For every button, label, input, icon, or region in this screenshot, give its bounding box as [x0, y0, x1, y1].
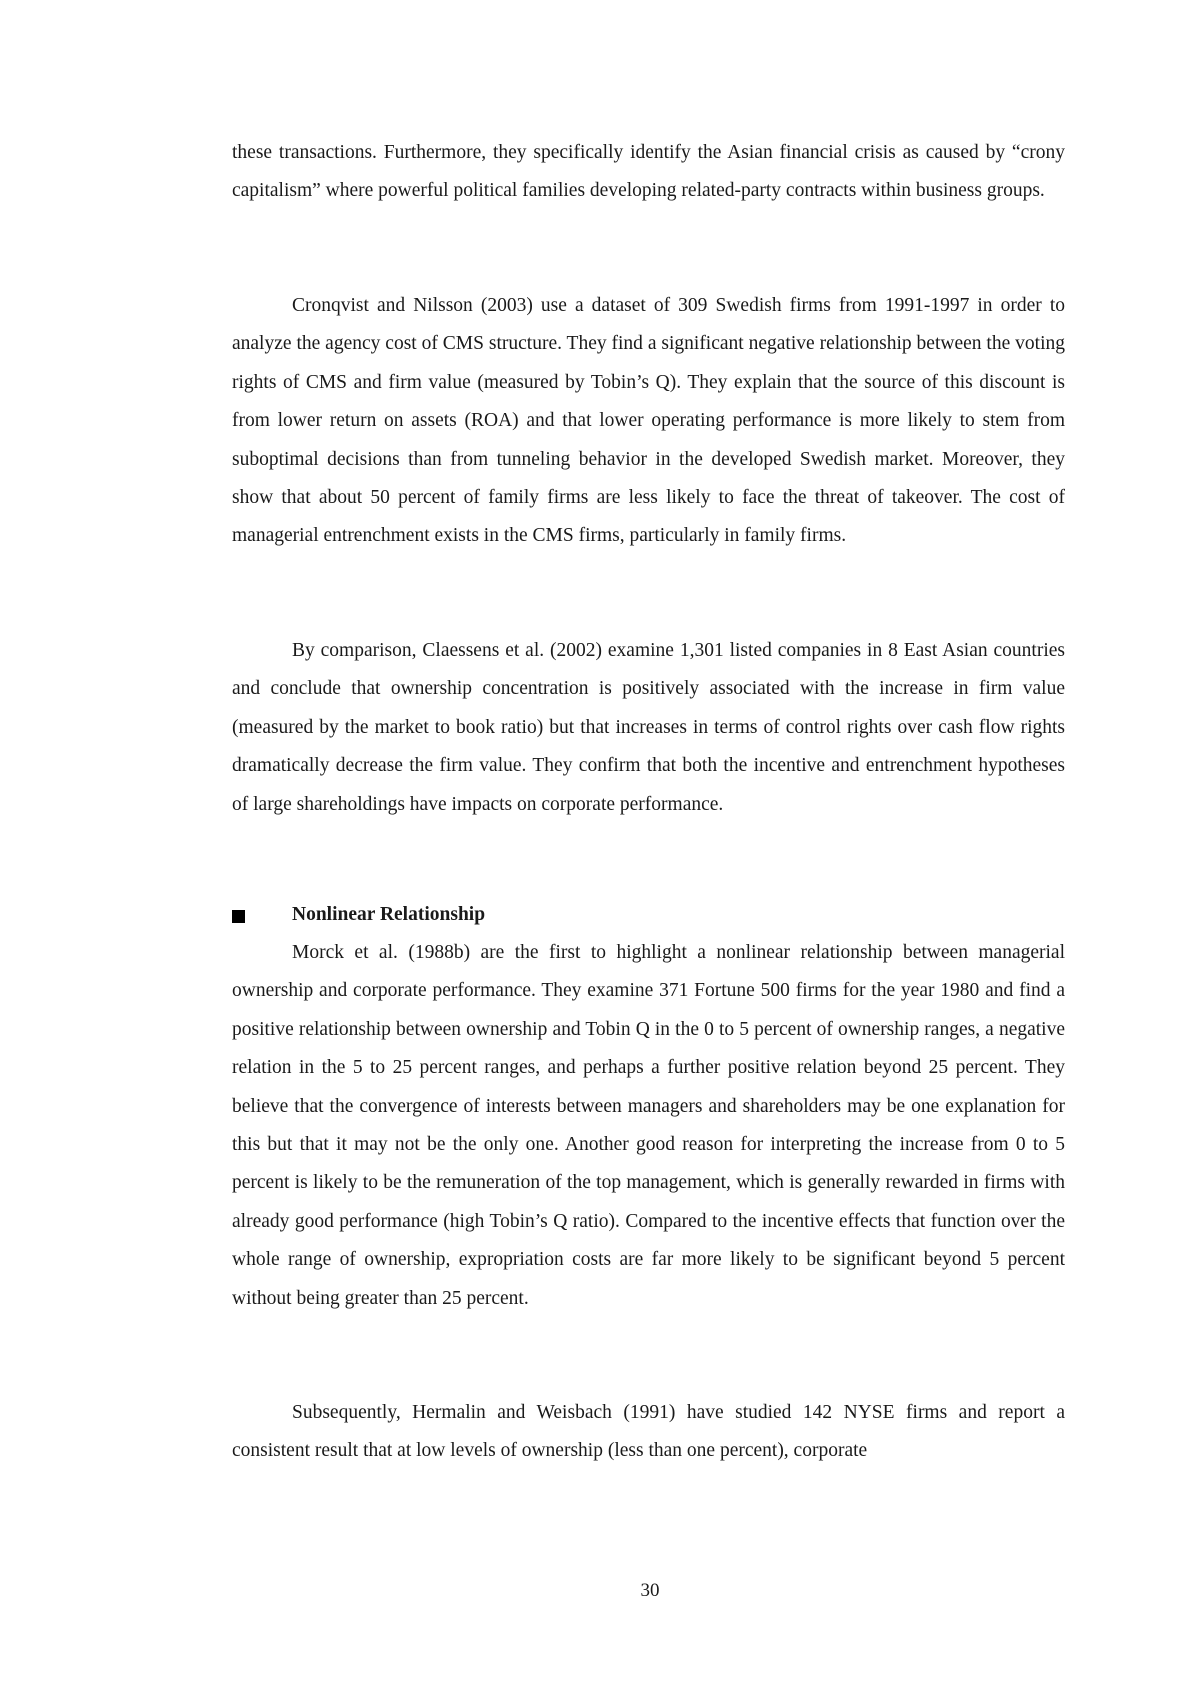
paragraph-hermalin-weisbach	[232, 1394, 1065, 1471]
square-bullet-icon	[232, 910, 245, 923]
section-heading	[232, 896, 1065, 934]
paragraph-claessens	[232, 632, 1065, 824]
paragraph-text: By comparison, Claessens et al. (2002) examine 1,301 listed companies in 8 East Asian countries and conclude that ownership concentration is positively associated with the increase in firm value (measured by the market to book ratio) but that increases in terms of control rights over cash flow rights dramatically decrease the firm value. They confirm that both the incentive and entrenchment hypotheses of large shareholdings have impacts on corporate performance.	[232, 640, 1065, 815]
paragraph-text: these transactions. Furthermore, they specifically identify the Asian financial crisis as caused by “crony capitalism” where powerful political families developing related-party contracts within business groups.	[232, 142, 1065, 202]
paragraph-cronqvist-nilsson	[232, 287, 1065, 556]
paragraph-morck	[232, 934, 1065, 1318]
section-heading-text: Nonlinear Relationship	[292, 904, 486, 925]
page-number: 30	[640, 1580, 660, 1601]
paragraph-text: Subsequently, Hermalin and Weisbach (1991) have studied 142 NYSE firms and report a consistent result that at low levels of ownership (less than one percent), corporate	[232, 1402, 1065, 1462]
paragraph-asian-crisis	[232, 134, 1065, 211]
paragraph-text: Morck et al. (1988b) are the first to highlight a nonlinear relationship between managerial ownership and corporate performance. They examine 371 Fortune 500 firms for the year 1980 and find a positive relationship between ownership and Tobin Q in the 0 to 5 percent of ownership ranges, a negative relation in the 5 to 25 percent ranges, and perhaps a further positive relation beyond 25 percent. They believe that the convergence of interests between managers and shareholders may be one explanation for this but that it may not be the only one. Another good reason for interpreting the increase from 0 to 5 percent is likely to be the remuneration of the top management, which is generally rewarded in firms with already good performance (high Tobin’s Q ratio). Compared to the incentive effects that function over the whole range of ownership, expropriation costs are far more likely to be significant beyond 5 percent without being greater than 25 percent.	[232, 942, 1065, 1309]
paragraph-text: Cronqvist and Nilsson (2003) use a dataset of 309 Swedish firms from 1991-1997 in order to analyze the agency cost of CMS structure. They find a significant negative relationship between the voting rights of CMS and firm value (measured by Tobin’s Q). They explain that the source of this discount is from lower return on assets (ROA) and that lower operating performance is more likely to stem from suboptimal decisions than from tunneling behavior in the developed Swedish market. Moreover, they show that about 50 percent of family firms are less likely to face the threat of takeover. The cost of managerial entrenchment exists in the CMS firms, particularly in family firms.	[232, 295, 1065, 547]
